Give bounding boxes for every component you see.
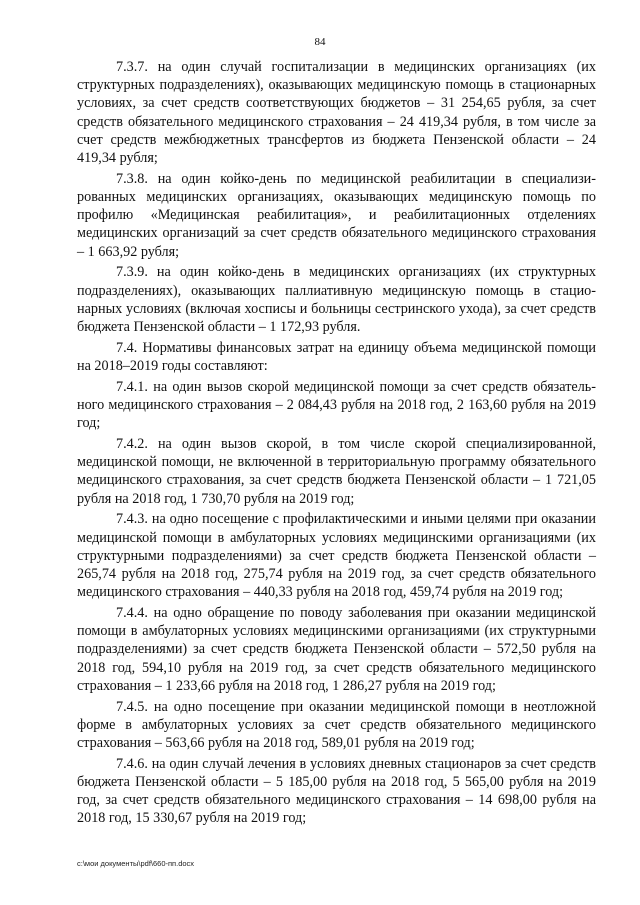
paragraph-7-3-9: 7.3.9. на один койко-день в медицинских организациях (их структурных подразделениях), оказывающих паллиативную медицинскую помощь в стационарных условиях (включая хосписы и больницы сестринского ухода), за счет средств бюджета Пензенской области – 1 172,93 рубля. — [77, 264, 596, 336]
paragraph-7-4: 7.4. Нормативы финансовых затрат на единицу объема медицинской помощи на 2018–2019 годы составляют: — [77, 339, 596, 375]
document-body — [77, 58, 596, 830]
paragraph-7-4-2: 7.4.2. на один вызов скорой, в том числе скорой специализированной, медицинской помощи, не включенной в территориальную программу обязательного медицинского страхования, за счет средств бюджета Пензенской области – 1 721,05 рубля на 2018 год, 1 730,70 рубля на 2019 год; — [77, 436, 596, 507]
footer-file-path: c:\мои документы\pdf\660-пп.docx — [77, 859, 195, 868]
paragraph-7-3-8: 7.3.8. на один койко-день по медицинской реабилитации в специализированных медицинских организациях, оказывающих медицинскую помощь по профилю «Медицинская реабилитация», и реабилитационных отделениях медицинских организаций за счет средств обязательного медицинского страхования – 1 663,92 рубля; — [77, 170, 596, 260]
page-number: 84 — [314, 36, 326, 48]
paragraph-7-4-4: 7.4.4. на одно обращение по поводу заболевания при оказании медицинской помощи в амбулаторных условиях медицинскими организациями (их структурными подразделениями) за счет средств бюджета Пензенской области – 572,50 рубля на 2018 год, 594,10 рубля на 2019 год, за счет средств обязательного медицинского страхования – 1 233,66 рубля на 2018 год, 1 286,27 рубля на 2019 год; — [77, 605, 596, 694]
paragraph-7-4-6: 7.4.6. на один случай лечения в условиях дневных стационаров за счет средств бюджета Пензенской области – 5 185,00 рубля на 2018 год, 5 565,00 рубля на 2019 год, за счет средств обязательного медицинского страхования – 14 698,00 рубля на 2018 год, 15 330,67 рубля на 2019 год; — [77, 755, 596, 827]
paragraph-7-4-5: 7.4.5. на одно посещение при оказании медицинской помощи в неотложной форме в амбулаторных условиях за счет средств обязательного медицинского страхования – 563,66 рубля на 2018 год, 589,01 рубля на 2019 год; — [77, 698, 596, 752]
paragraph-7-4-1: 7.4.1. на один вызов скорой медицинской помощи за счет средств обязательного медицинского страхования – 2 084,43 рубля на 2018 год, 2 163,60 рубля на 2019 год; — [77, 378, 596, 432]
paragraph-7-3-7: 7.3.7. на один случай госпитализации в медицинских организациях (их структурных подразделениях), оказывающих медицинскую помощь в стационарных условиях, за счет средств соответствующих бюджетов – 31 254,65 рубля, за счет средств обязательного медицинского страхования – 24 419,34 рубля, в том числе за счет средств межбюджетных трансфертов из бюджета Пензенской области – 24 419,34 рубля; — [77, 59, 596, 167]
paragraph-7-4-3: 7.4.3. на одно посещение с профилактическими и иными целями при оказании медицинской помощи в амбулаторных условиях медицинскими организациями (их структурными подразделениями) за счет средств бюджета Пензенской области – 265,74 рубля на 2018 год, 275,74 рубля на 2019 год, за счет средств обязательного медицинского страхования – 440,33 рубля на 2018 год, 459,74 рубля на 2019 год; — [77, 511, 596, 601]
